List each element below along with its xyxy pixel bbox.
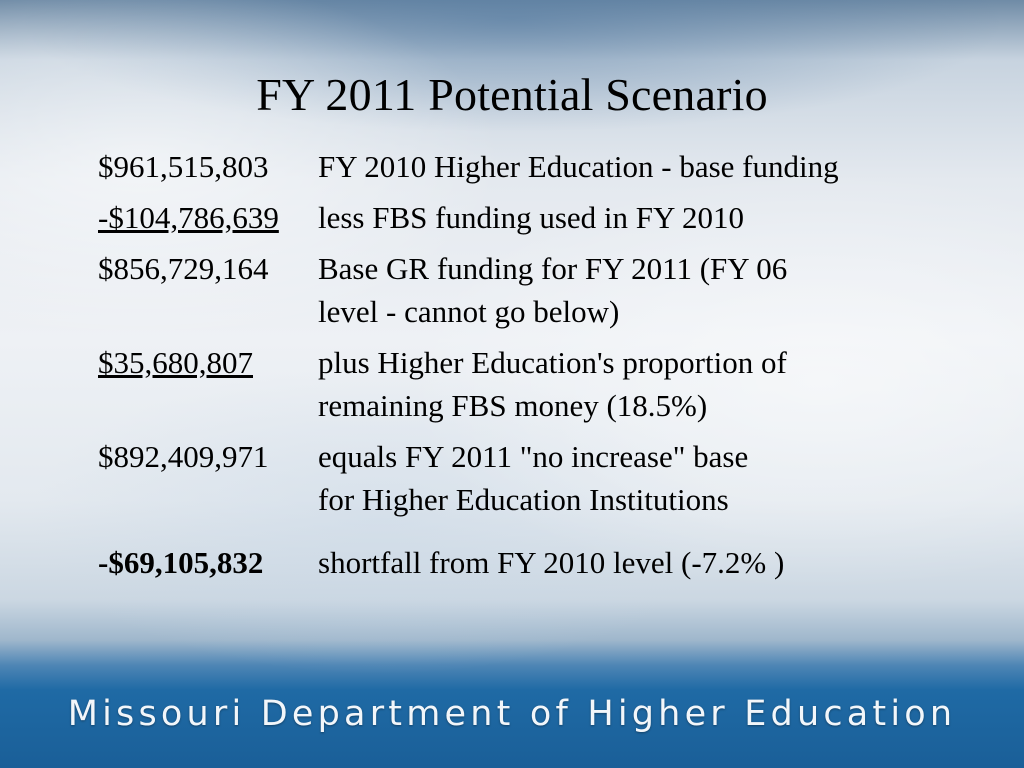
row-description-line: plus Higher Education's proportion of	[318, 345, 787, 380]
footer-organization: Missouri Department of Higher Education	[67, 694, 957, 734]
row-amount-text: -$104,786,639	[98, 200, 279, 235]
row-description-line: for Higher Education Institutions	[318, 482, 729, 517]
row-description-line: equals FY 2011 "no increase" base	[318, 439, 749, 474]
row-description-line: level - cannot go below)	[318, 294, 620, 329]
row-description-line: shortfall from FY 2010 level (-7.2% )	[318, 545, 785, 580]
row-amount-text: $35,680,807	[98, 345, 253, 380]
funding-table	[98, 145, 958, 592]
funding-row	[98, 145, 958, 188]
funding-row	[98, 435, 958, 521]
row-amount	[98, 196, 318, 239]
row-description	[318, 196, 958, 239]
row-description	[318, 541, 958, 584]
row-amount: -$69,105,832	[98, 545, 264, 580]
row-description	[318, 341, 958, 427]
row-description-line: less FBS funding used in FY 2010	[318, 200, 745, 235]
slide-title: FY 2011 Potential Scenario	[256, 69, 768, 120]
row-description-line: Base GR funding for FY 2011 (FY 06	[318, 251, 788, 286]
row-amount: $961,515,803	[98, 149, 269, 184]
row-description	[318, 247, 958, 333]
funding-row	[98, 247, 958, 333]
funding-row	[98, 341, 958, 427]
row-amount: $892,409,971	[98, 439, 269, 474]
row-description	[318, 145, 958, 188]
row-description-line: remaining FBS money (18.5%)	[318, 388, 708, 423]
row-description-line: FY 2010 Higher Education - base funding	[318, 149, 839, 184]
row-description	[318, 435, 958, 521]
row-amount: $856,729,164	[98, 251, 269, 286]
row-amount	[98, 341, 318, 427]
funding-row	[98, 541, 958, 584]
funding-row	[98, 196, 958, 239]
